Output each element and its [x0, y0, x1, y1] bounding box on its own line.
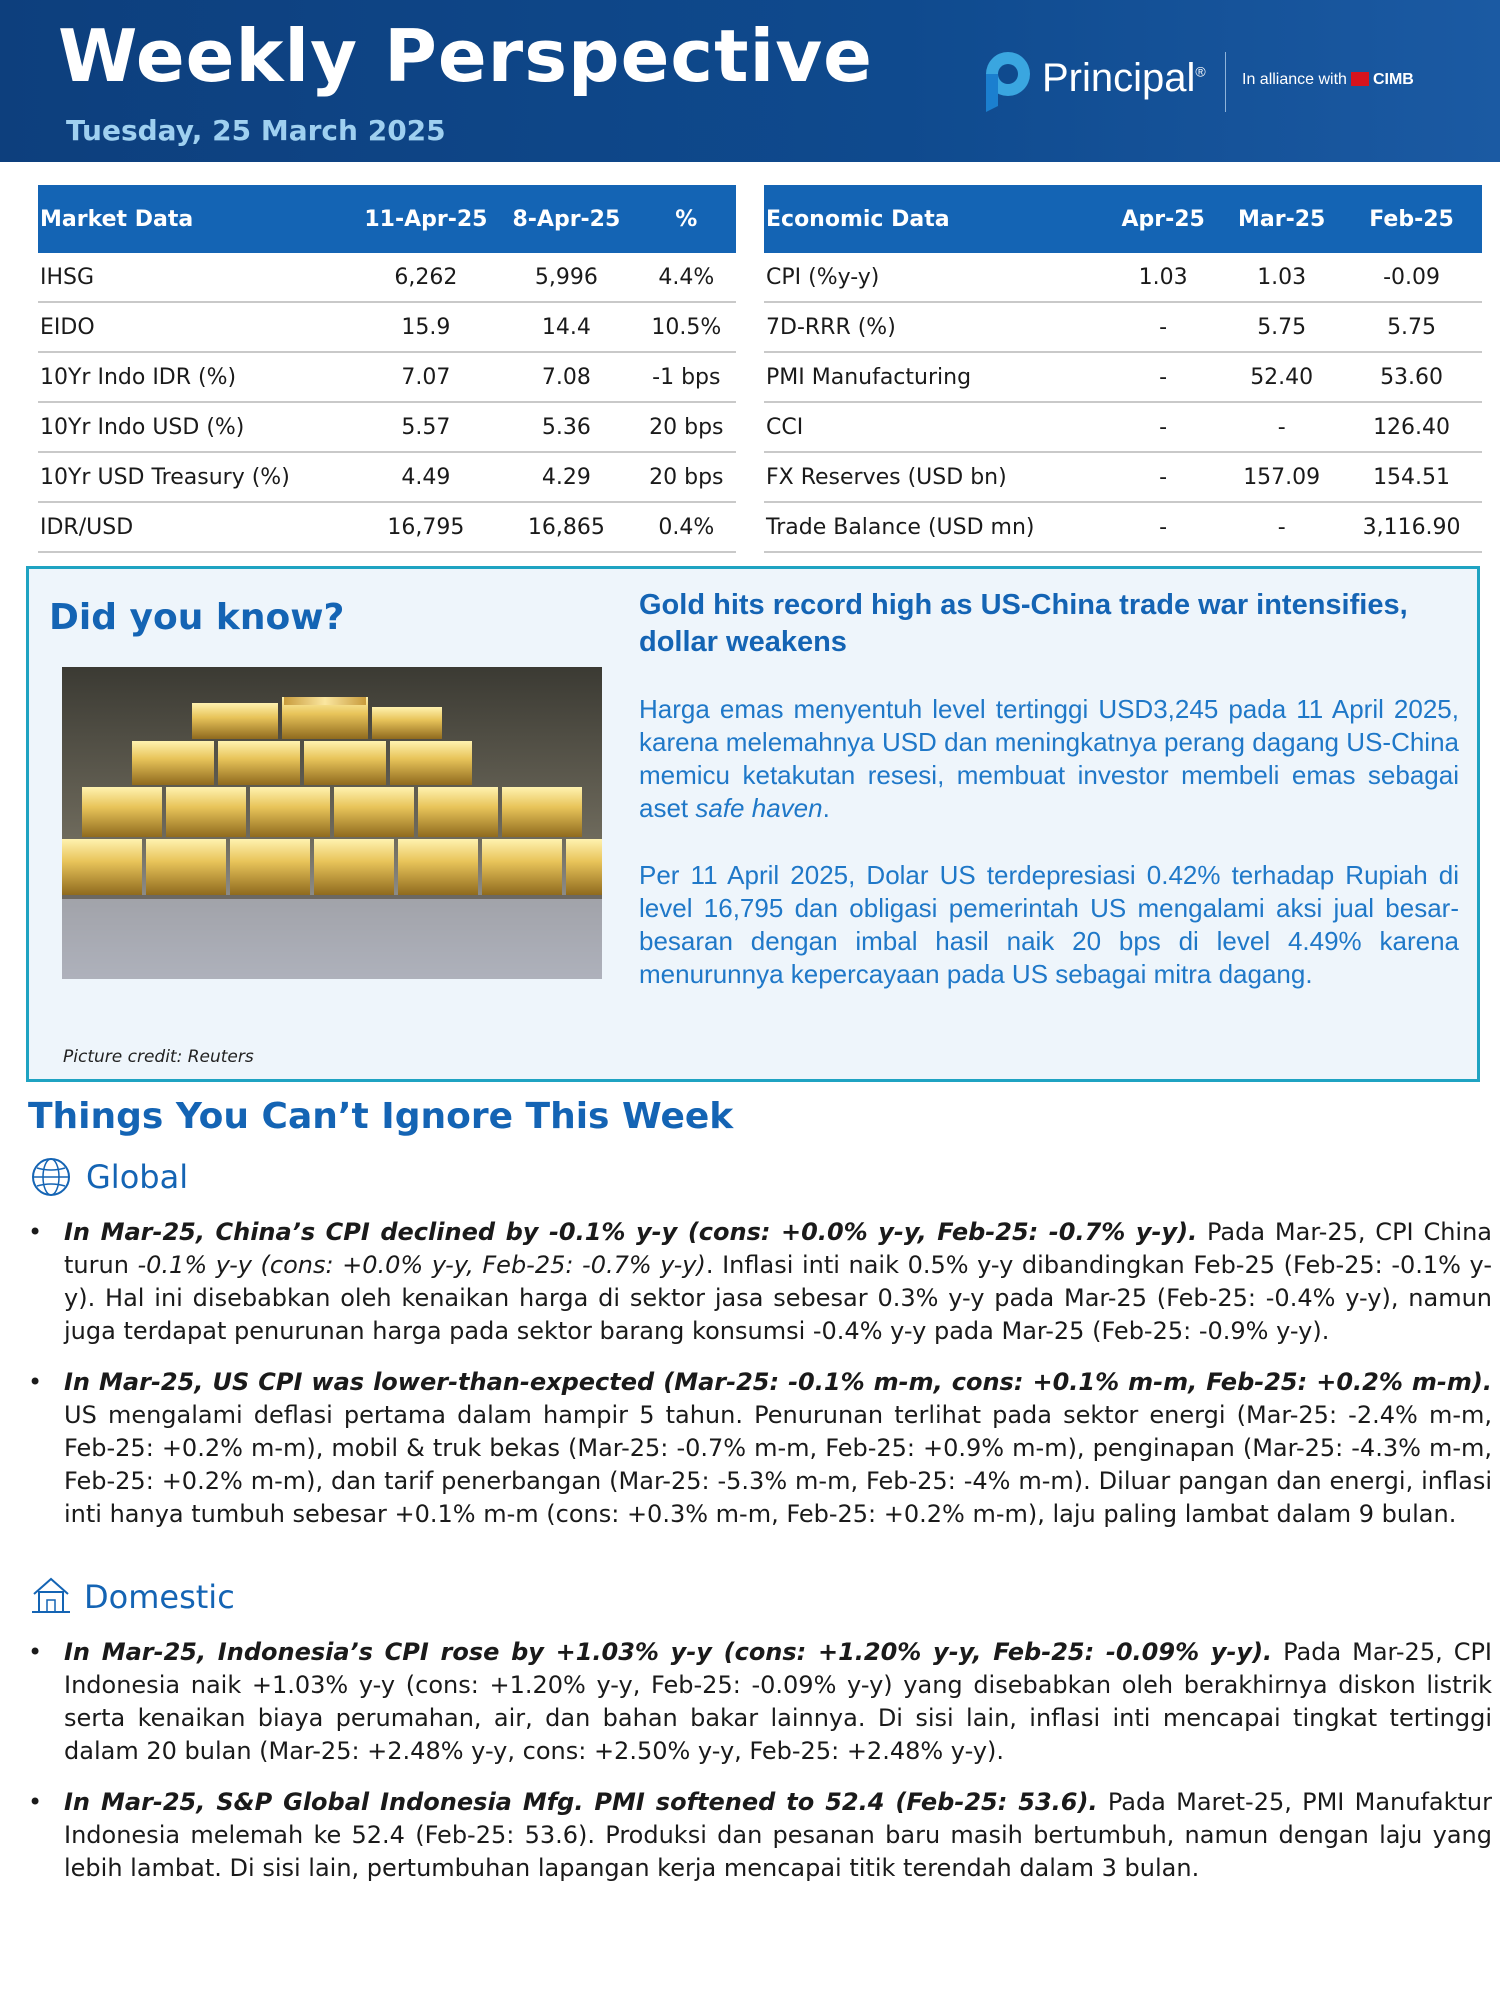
table-row: [764, 352, 1482, 402]
table-cell: -: [1104, 452, 1222, 502]
economic-data-table: [764, 185, 1482, 553]
bullet-text: In Mar-25, China’s CPI declined by -0.1% y-y (cons: +0.0% y-y, Feb-25: -0.7% y-y). Pada Mar-25, CPI China turun -0.1% y-y (cons: +0.0% y-y, Feb-25: -0.7% y-y). Inflasi inti naik 0.5% y-y dibandingkan Feb-25 (Feb-25: -0.1% y-y). Hal ini disebabkan oleh kenaikan harga di sektor jasa sebesar 0.3% y-y pada Mar-25 (Feb-25: -0.4% y-y), namun juga terdapat penurunan harga pada sektor barang konsumsi -0.4% y-y pada Mar-25 (Feb-25: -0.9% y-y).: [64, 1218, 1492, 1345]
table-cell: 6,262: [356, 253, 497, 302]
table-cell: -0.09: [1341, 253, 1482, 302]
logo-name: Principal®: [1042, 56, 1206, 100]
table-cell: IDR/USD: [38, 502, 356, 552]
table-cell: 5.75: [1341, 302, 1482, 352]
table-cell: 4.49: [356, 452, 497, 502]
table-cell: -: [1104, 402, 1222, 452]
table-cell: 20 bps: [637, 452, 736, 502]
table-cell: Trade Balance (USD mn): [764, 502, 1104, 552]
list-item: [28, 1216, 1492, 1350]
table-cell: 4.4%: [637, 253, 736, 302]
table-cell: 0.4%: [637, 502, 736, 552]
gold-bars-illustration: [62, 667, 602, 979]
bullet-dot: •: [28, 1788, 43, 1816]
table-row: [38, 352, 736, 402]
table-row: [764, 302, 1482, 352]
table-cell: 53.60: [1341, 352, 1482, 402]
domestic-subheading: Domestic: [84, 1578, 235, 1616]
econ-header-col1: Apr-25: [1104, 185, 1222, 253]
news-paragraph-1: Harga emas menyentuh level tertinggi USD3,245 pada 11 April 2025, karena melemahnya USD dan meningkatnya perang dagang US-China memicu ketakutan resesi, membuat investor membeli emas sebagai aset safe haven.: [639, 694, 1459, 823]
table-cell: -1 bps: [637, 352, 736, 402]
did-you-know-box: [26, 566, 1480, 1082]
econ-header-col3: Feb-25: [1341, 185, 1482, 253]
table-cell: 7.08: [496, 352, 637, 402]
picture-credit: Picture credit: Reuters: [63, 1047, 254, 1067]
news-paragraph-2: Per 11 April 2025, Dolar US terdepresiasi 0.42% terhadap Rupiah di level 16,795 dan obligasi pemerintah US mengalami aksi jual besar-besaran dengan imbal hasil naik 20 bps di level 4.49% karena menurunnya kepercayaan pada US sebagai mitra dagang.: [639, 860, 1459, 989]
page-title: Weekly Perspective: [58, 14, 873, 98]
econ-header-col2: Mar-25: [1222, 185, 1341, 253]
table-cell: 10Yr Indo USD (%): [38, 402, 356, 452]
bullet-dot: •: [28, 1638, 43, 1666]
table-cell: -: [1222, 502, 1341, 552]
table-cell: 7.07: [356, 352, 497, 402]
market-data-table: [38, 185, 736, 553]
table-cell: 16,865: [496, 502, 637, 552]
table-cell: 3,116.90: [1341, 502, 1482, 552]
table-cell: 14.4: [496, 302, 637, 352]
market-header-col3: %: [637, 185, 736, 253]
econ-header-label: Economic Data: [764, 185, 1104, 253]
table-cell: 5.57: [356, 402, 497, 452]
market-header-col1: 11-Apr-25: [356, 185, 497, 253]
bullet-text: In Mar-25, Indonesia’s CPI rose by +1.03% y-y (cons: +1.20% y-y, Feb-25: -0.09% y-y). Pada Mar-25, CPI Indonesia naik +1.03% y-y (cons: +1.20% y-y, Feb-25: -0.09% y-y) yang disebabkan oleh berakhirnya diskon listrik serta kenaikan biaya perumahan, air, dan bahan bakar lainnya. Di sisi lain, inflasi inti mencapai tingkat tertinggi dalam 20 bulan (Mar-25: +2.48% y-y, cons: +2.50% y-y, Feb-25: +2.48% y-y).: [64, 1638, 1492, 1765]
table-row: [764, 253, 1482, 302]
list-item: [28, 1636, 1492, 1770]
table-cell: IHSG: [38, 253, 356, 302]
list-item: [28, 1786, 1493, 1890]
house-icon: [30, 1574, 72, 1616]
table-cell: 15.9: [356, 302, 497, 352]
table-row: [38, 452, 736, 502]
table-cell: 10Yr USD Treasury (%): [38, 452, 356, 502]
bullet-text: In Mar-25, S&P Global Indonesia Mfg. PMI softened to 52.4 (Feb-25: 53.6). Pada Maret-25, PMI Manufaktur Indonesia melemah ke 52.4 (Feb-25: 53.6). Produksi dan pesanan baru masih bertumbuh, namun dengan laju yang lebih lambat. Di sisi lain, pertumbuhan lapangan kerja mencapai titik terendah dalam 3 bulan.: [64, 1788, 1493, 1882]
bullet-dot: •: [28, 1218, 43, 1246]
market-table-header: [38, 185, 736, 253]
table-cell: 126.40: [1341, 402, 1482, 452]
principal-logo-icon: [980, 48, 1032, 114]
table-cell: 10Yr Indo IDR (%): [38, 352, 356, 402]
section-heading: Things You Can’t Ignore This Week: [28, 1096, 734, 1137]
table-cell: 157.09: [1222, 452, 1341, 502]
cimb-logo-icon: [1351, 72, 1369, 86]
table-cell: 5,996: [496, 253, 637, 302]
market-header-label: Market Data: [38, 185, 356, 253]
table-cell: 20 bps: [637, 402, 736, 452]
table-cell: -: [1104, 352, 1222, 402]
bullet-text: In Mar-25, US CPI was lower-than-expected (Mar-25: -0.1% m-m, cons: +0.1% m-m, Feb-25: +0.2% m-m). US mengalami deflasi pertama dalam hampir 5 tahun. Penurunan terlihat pada sektor energi (Mar-25: -2.4% m-m, Feb-25: +0.2% m-m), mobil & truk bekas (Mar-25: -0.7% m-m, Feb-25: +0.9% m-m), penginapan (Mar-25: -4.3% m-m, Feb-25: +0.2% m-m), dan tarif penerbangan (Mar-25: -5.3% m-m, Feb-25: -4% m-m). Diluar pangan dan energi, inflasi inti hanya tumbuh sebesar +0.1% m-m (cons: +0.3% m-m, Feb-25: +0.2% m-m), laju paling lambat dalam 9 bulan.: [64, 1368, 1492, 1528]
table-cell: 4.29: [496, 452, 637, 502]
table-cell: -: [1104, 502, 1222, 552]
principal-logo: [980, 48, 1460, 118]
market-header-col2: 8-Apr-25: [496, 185, 637, 253]
alliance-text: In alliance with CIMB: [1242, 71, 1414, 88]
table-cell: 52.40: [1222, 352, 1341, 402]
table-row: [764, 402, 1482, 452]
table-row: [38, 402, 736, 452]
header-banner: [0, 0, 1500, 162]
table-cell: PMI Manufacturing: [764, 352, 1104, 402]
table-cell: 5.75: [1222, 302, 1341, 352]
table-cell: 10.5%: [637, 302, 736, 352]
gold-bars-image: [62, 667, 602, 979]
table-cell: -: [1222, 402, 1341, 452]
table-cell: 5.36: [496, 402, 637, 452]
table-row: [764, 502, 1482, 552]
bullet-dot: •: [28, 1368, 43, 1396]
table-cell: 154.51: [1341, 452, 1482, 502]
global-subheading: Global: [86, 1158, 189, 1196]
table-cell: 1.03: [1222, 253, 1341, 302]
table-cell: -: [1104, 302, 1222, 352]
table-cell: CCI: [764, 402, 1104, 452]
table-row: [764, 452, 1482, 502]
list-item: [28, 1366, 1492, 1566]
globe-icon: [30, 1156, 72, 1198]
table-cell: 16,795: [356, 502, 497, 552]
logo-separator: [1225, 52, 1226, 112]
did-you-know-title: Did you know?: [49, 597, 345, 638]
table-cell: EIDO: [38, 302, 356, 352]
table-cell: 1.03: [1104, 253, 1222, 302]
table-row: [38, 502, 736, 552]
table-cell: CPI (%y-y): [764, 253, 1104, 302]
table-row: [38, 253, 736, 302]
table-cell: 7D-RRR (%): [764, 302, 1104, 352]
econ-table-header: [764, 185, 1482, 253]
table-row: [38, 302, 736, 352]
table-cell: FX Reserves (USD bn): [764, 452, 1104, 502]
publication-date: Tuesday, 25 March 2025: [66, 114, 446, 147]
news-headline: Gold hits record high as US-China trade war intensifies, dollar weakens: [639, 589, 1408, 658]
